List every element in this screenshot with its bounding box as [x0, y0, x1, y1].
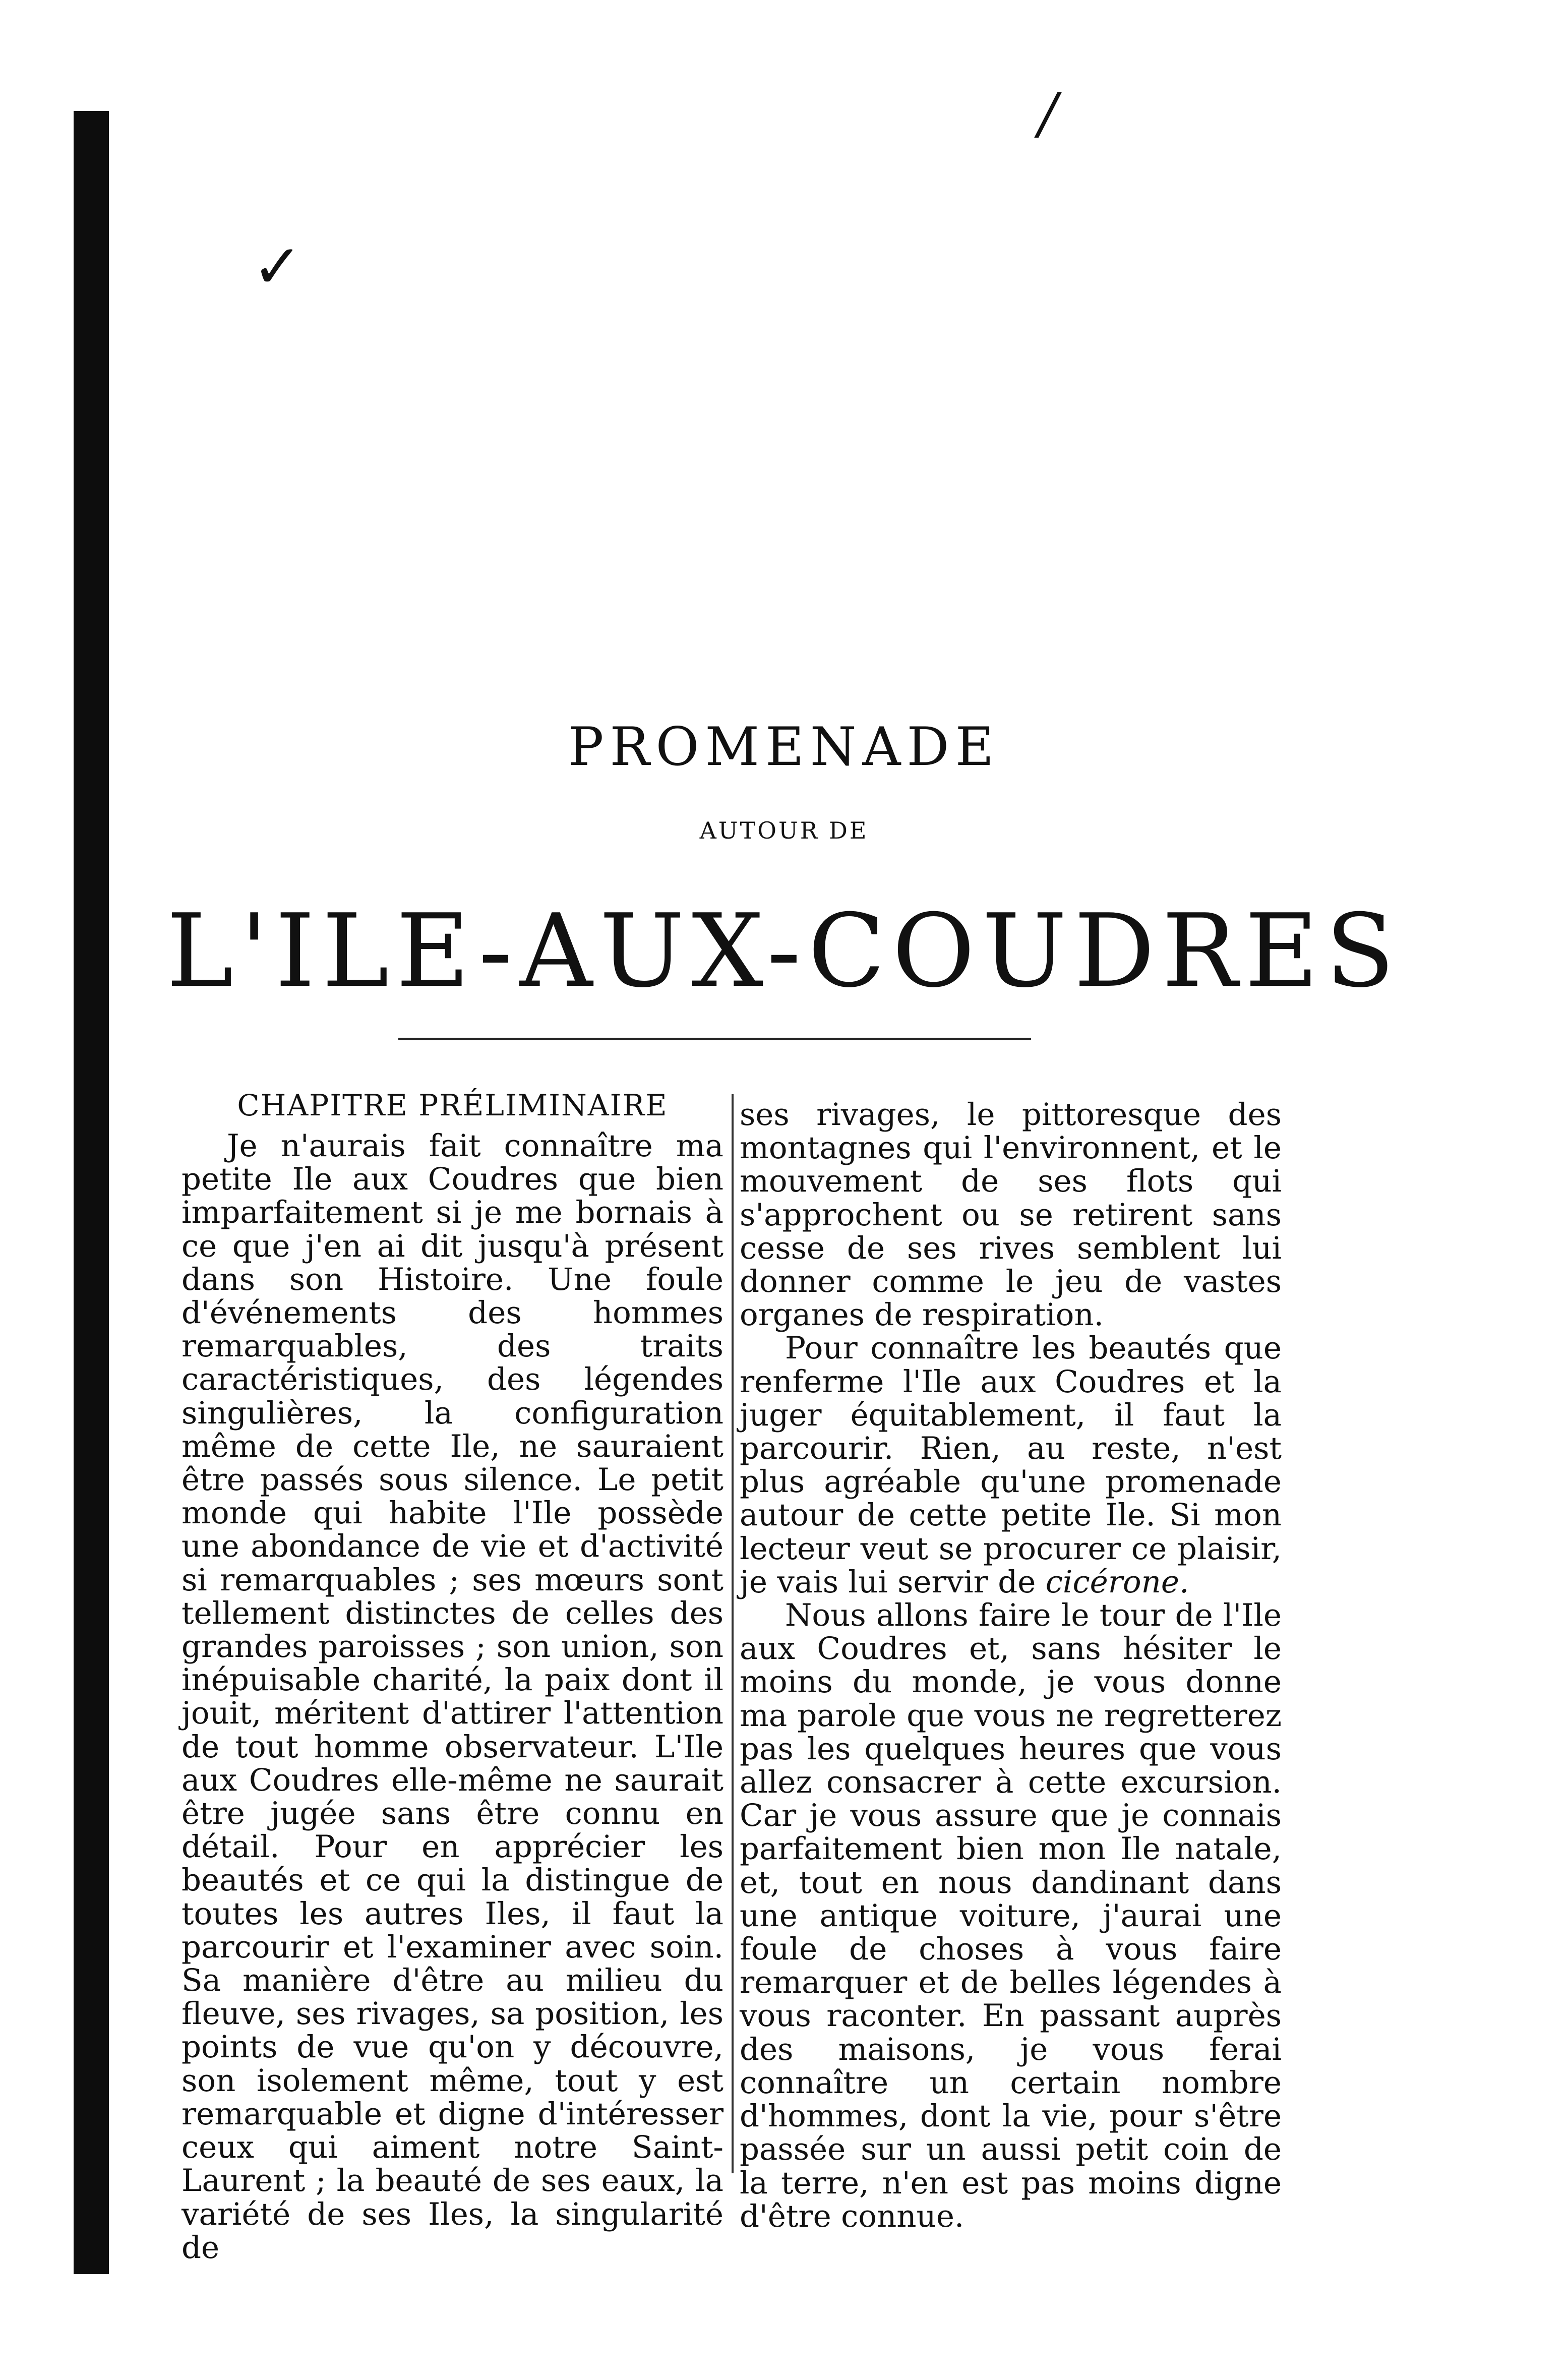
title-place-name: L'ILE-AUX-COUDRES [166, 893, 1402, 1010]
paragraph-opening: Je n'aurais fait connaître ma petite Ile aux Coudres que bien imparfaitement si je me bornais à ce que j'en ai dit jusqu'à présent dans son Histoire. Une foule d'événements des hommes remarquables, des traits caractéristiques, des légendes singulières, la configuration même de cette Ile, ne sauraient être passés sous silence. Le petit monde qui habite l'Ile possède une abondance de vie et d'activité si remarquables ; ses mœurs sont tellement distinctes de celles des grandes paroisses ; son union, son inépuisable charité, la paix dont il jouit, méritent d'attirer l'attention de tout homme observateur. L'Ile aux Coudres elle-même ne saurait être jugée sans être connu en détail. Pour en apprécier les beautés et ce qui la distingue de toutes les autres Iles, il faut la parcourir et l'examiner avec soin. Sa manière d'être au milieu du fleuve, ses rivages, sa position, les points de vue qu'on y découvre, son isolement même, tout y est remarquable et digne d'intéresser ceux qui aiment notre Saint-Laurent ; la beauté de ses eaux, la variété de ses Iles, la singularité de [182, 1128, 723, 2266]
paragraph-beauties-text: Pour connaître les beautés que renferme l'Ile aux Coudres et la juger équitablement, il faut la parcourir. Rien, au reste, n'est plus agréable qu'une promenade autour de cette petite Ile. Si mon lecteur veut se procurer ce plaisir, je vais lui servir de [740, 1330, 1282, 1600]
column-divider [732, 1094, 734, 2173]
paragraph-beauties [740, 1332, 1282, 1599]
paragraph-tour: Nous allons faire le tour de l'Ile aux Coudres et, sans hésiter le moins du monde, je vous donne ma parole que vous ne regretterez pas les quelques heures que vous allez consacrer à cette excursion. Car je vous assure que je connais parfaitement bien mon Ile natale, et, tout en nous dandinant dans une antique voiture, j'aurai une foule de choses à vous faire remarquer et de belles légendes à vous raconter. En passant auprès des maisons, je vous ferai connaître un certain nombre d'hommes, dont la vie, pour s'être passée sur un aussi petit coin de la terre, n'en est pas moins digne d'être connue. [740, 1597, 1282, 2234]
paragraph-continuation: ses rivages, le pittoresque des montagnes qui l'environnent, et le mouvement de ses flots qui s'approchent ou se retirent sans cesse de ses rives semblent lui donner comme le jeu de vastes organes de respiration. [740, 1097, 1282, 1333]
handwritten-slash-mark: / [1039, 81, 1058, 146]
page-binding-edge [74, 111, 109, 2274]
title-promenade: PROMENADE [568, 716, 1000, 778]
title-connector: AUTOUR DE [699, 817, 869, 844]
right-text-column [740, 1098, 1282, 2233]
chapter-heading: CHAPITRE PRÉLIMINAIRE [237, 1088, 668, 1122]
cicerone-italic: cicérone. [1045, 1564, 1189, 1600]
handwritten-check-mark: ✓ [252, 232, 303, 302]
title-separator-rule [398, 1038, 1031, 1040]
left-text-column [182, 1087, 723, 2265]
